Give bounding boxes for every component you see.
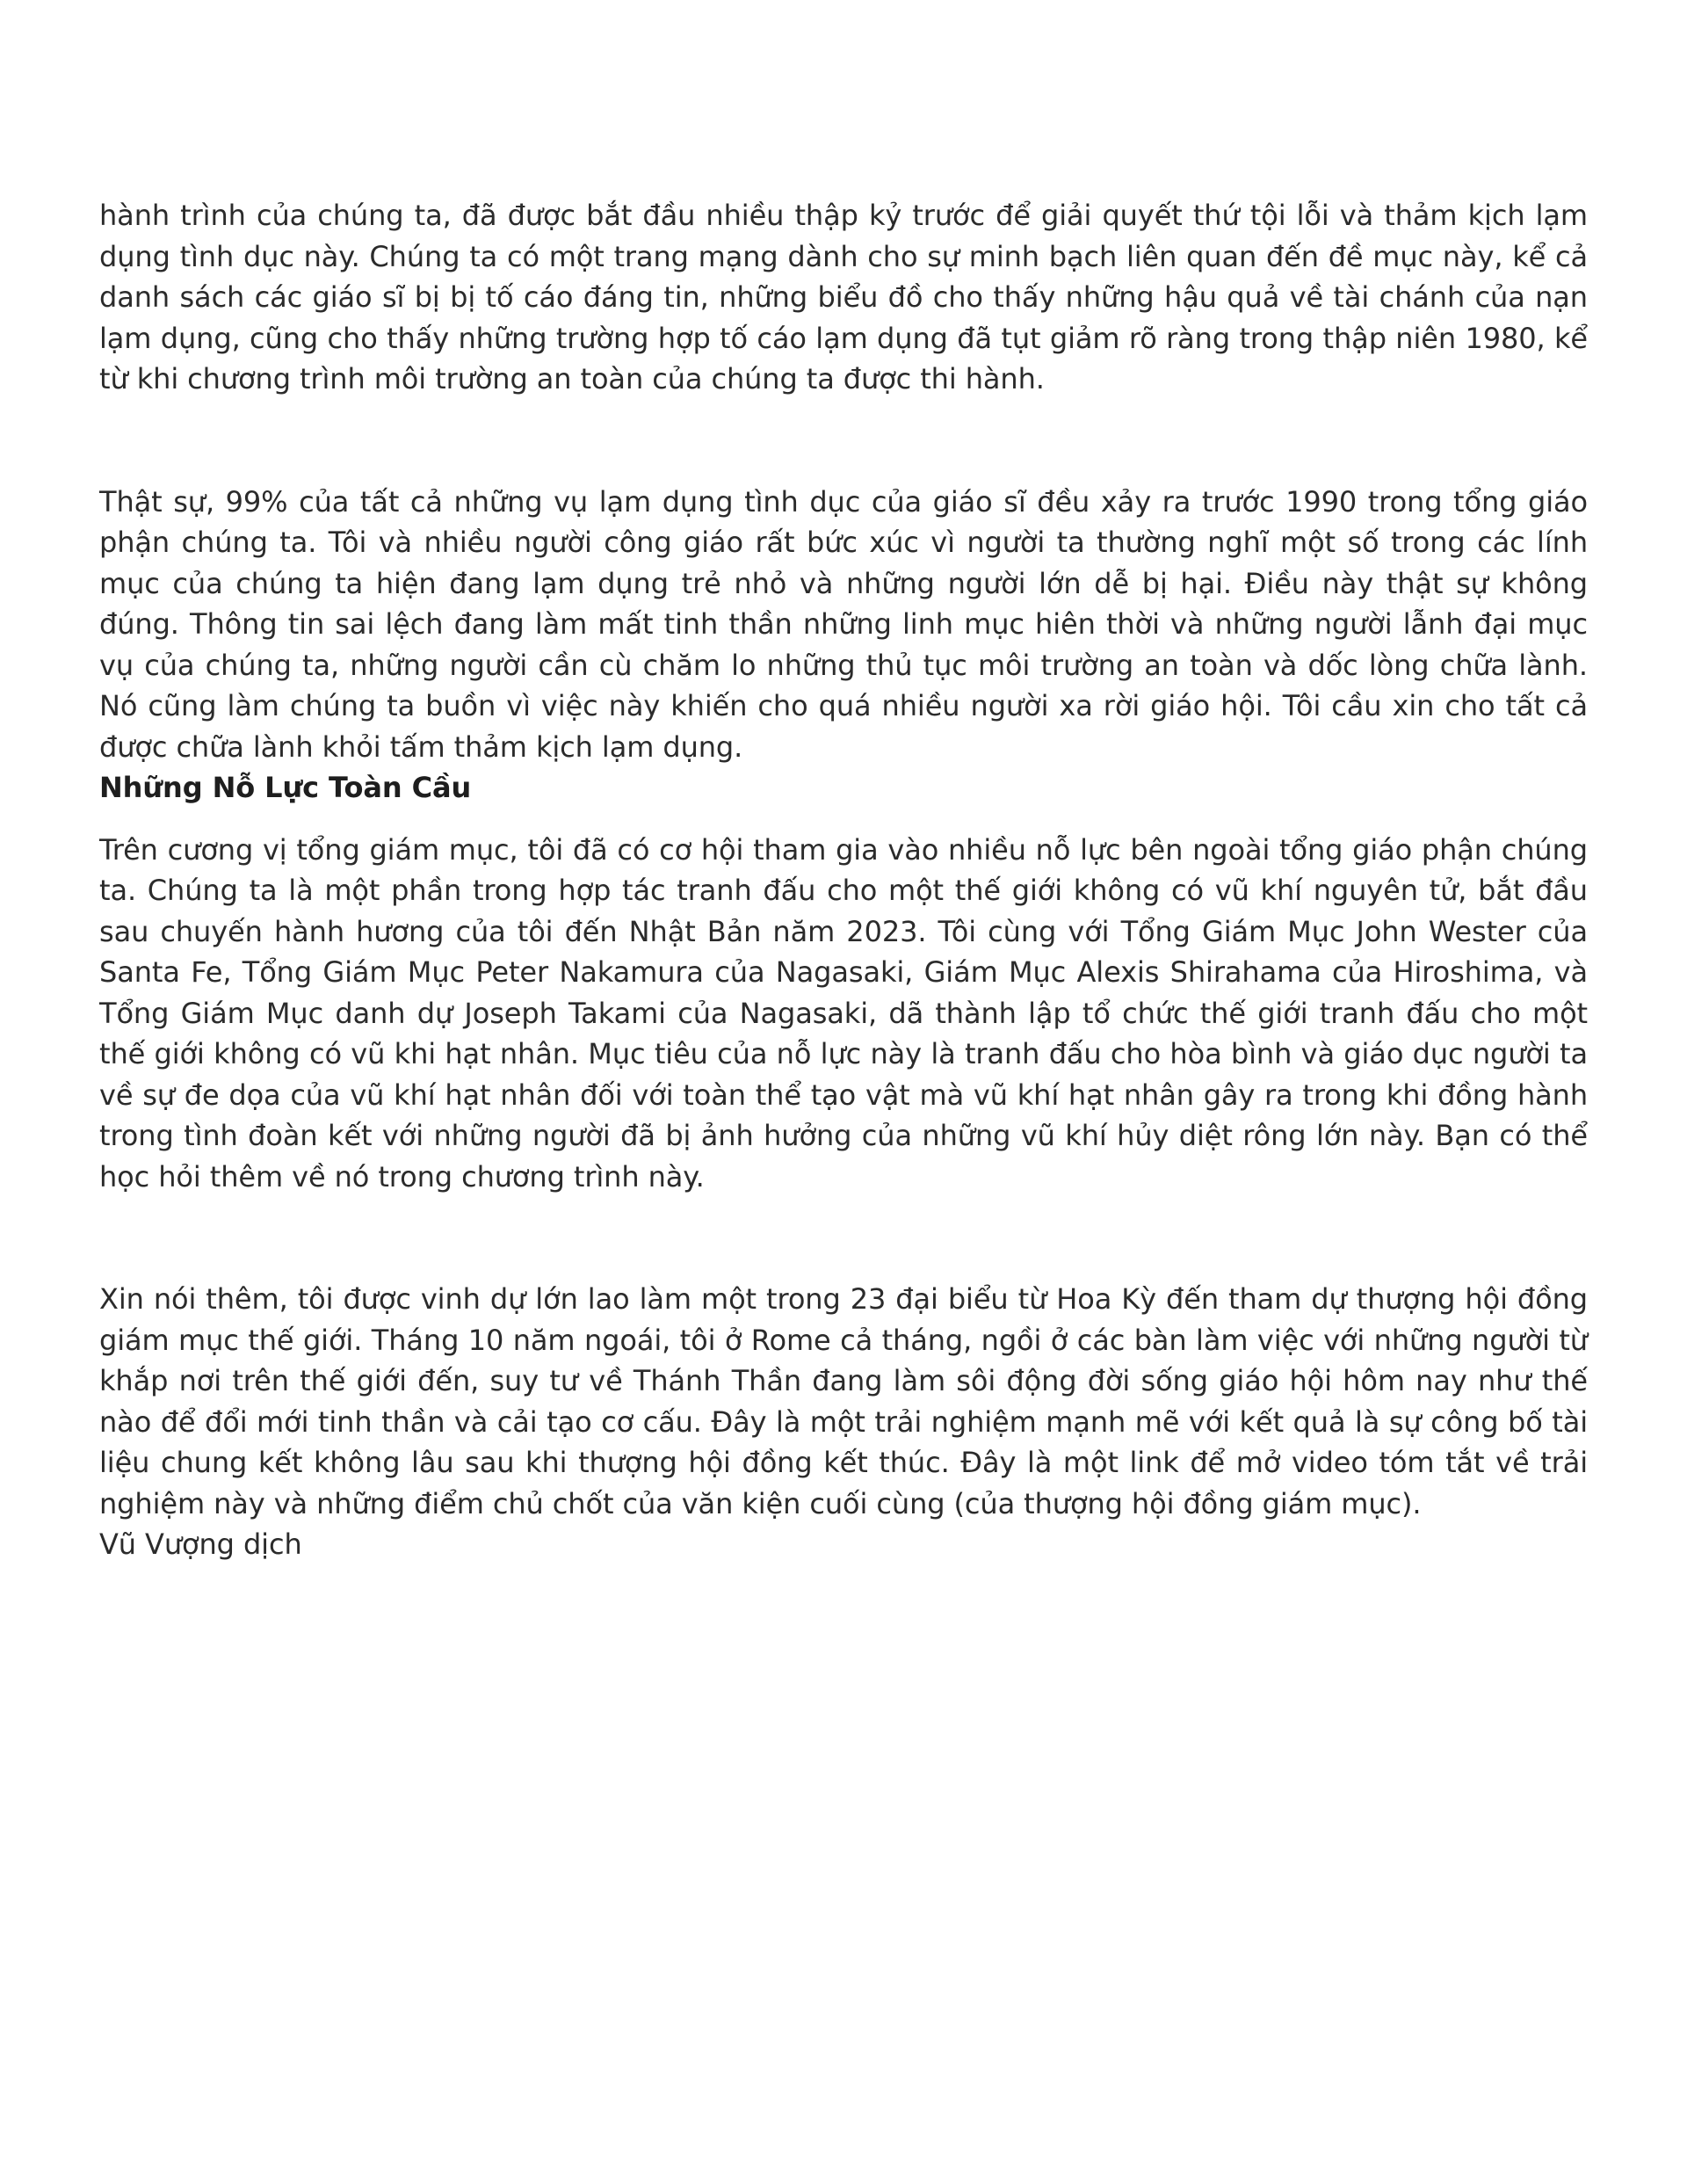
paragraph-abuse-response: hành trình của chúng ta, đã được bắt đầu nhiều thập kỷ trước để giải quyết thứ tội lỗi và thảm kịch lạm dụng tình dục này. Chúng ta có một trang mạng dành cho sự minh bạch liên quan đến đề mục này, kể cả danh sách các giáo sĩ bị bị tố cáo đáng tin, những biểu đồ cho thấy những hậu quả về tài chánh của nạn lạm dụng, cũng cho thấy những trường hợp tố cáo lạm dụng đã tụt giảm rõ ràng trong thập niên 1980, kể từ khi chương trình môi trường an toàn của chúng ta được thi hành. xyxy=(99,199,1588,395)
section-heading: Những Nỗ Lực Toàn Cầu xyxy=(99,771,472,804)
paragraph-global-efforts: Trên cương vị tổng giám mục, tôi đã có cơ hội tham gia vào nhiều nỗ lực bên ngoài tổng giáo phận chúng ta. Chúng ta là một phần trong hợp tác tranh đấu cho một thế giới không có vũ khí nguyên tử, bắt đầu sau chuyến hành hương của tôi đến Nhật Bản năm 2023. Tôi cùng với Tổng Giám Mục John Wester của Santa Fe, Tổng Giám Mục Peter Nakamura của Nagasaki, Giám Mục Alexis Shirahama của Hiroshima, và Tổng Giám Mục danh dự Joseph Takami của Nagasaki, dã thành lập tổ chức thế giới tranh đấu cho một thế giới không có vũ khi hạt nhân. Mục tiêu của nỗ lực này là tranh đấu cho hòa bình và giáo dục người ta về sự đe dọa của vũ khí hạt nhân đối với toàn thể tạo vật mà vũ khí hạt nhân gây ra trong khi đồng hành trong tình đoàn kết với những người đã bị ảnh hưởng của những vũ khí hủy diệt rông lớn này. Bạn có thể học hỏi thêm về nó trong chương trình này. xyxy=(99,832,1588,1194)
document-page xyxy=(99,195,1588,1565)
paragraph-abuse-statistics: Thật sự, 99% của tất cả những vụ lạm dụng tình dục của giáo sĩ đều xảy ra trước 1990 trong tổng giáo phận chúng ta. Tôi và nhiều người công giáo rất bức xúc vì người ta thường nghĩ một số trong các lính mục của chúng ta hiện đang lạm dụng trẻ nhỏ và những người lớn dễ bị hại. Điều này thật sự không đúng. Thông tin sai lệch đang làm mất tinh thần những linh mục hiên thời và những người lẫnh đại mục vụ của chúng ta, những người cần cù chăm lo những thủ tục môi trường an toàn và dốc lòng chữa lành. Nó cũng làm chúng ta buồn vì việc này khiến cho quá nhiều người xa rời giáo hội. Tôi cầu xin cho tất cả được chữa lành khỏi tấm thảm kịch lạm dụng. xyxy=(99,484,1588,764)
translator-signature: Vũ Vượng dịch xyxy=(99,1527,302,1561)
paragraph-synod: Xin nói thêm, tôi được vinh dự lớn lao làm một trong 23 đại biểu từ Hoa Kỳ đến tham dự thượng hội đồng giám mục thế giới. Tháng 10 năm ngoái, tôi ở Rome cả tháng, ngồi ở các bàn làm việc với những người từ khắp nơi trên thế giới đến, suy tư về Thánh Thần đang làm sôi động đời sống giáo hội hôm nay như thế nào để đổi mới tinh thần và cải tạo cơ cấu. Đây là một trải nghiệm mạnh mẽ với kết quả là sự công bố tài liệu chung kết không lâu sau khi thượng hội đồng kết thúc. Đây là một link để mở video tóm tắt về trải nghiệm này và những điểm chủ chốt của văn kiện cuối cùng (của thượng hội đồng giám mục). xyxy=(99,1282,1588,1520)
